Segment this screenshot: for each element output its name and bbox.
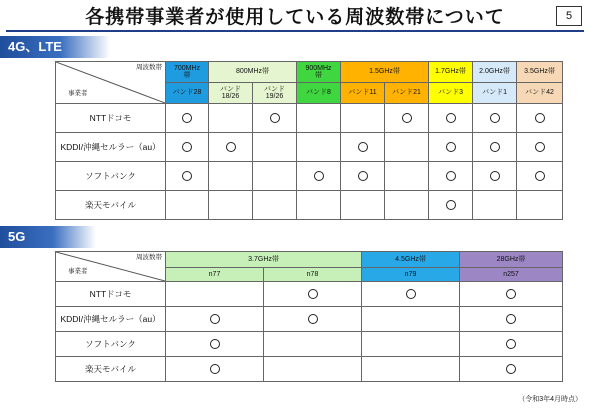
- supported-circle-icon: [182, 113, 192, 123]
- table-row: [56, 357, 563, 382]
- band-cell: [264, 282, 362, 307]
- supported-circle-icon: [182, 142, 192, 152]
- band-cell: [429, 133, 473, 162]
- band-cell: [429, 162, 473, 191]
- band-cell: [429, 191, 473, 220]
- band-cell: [209, 191, 253, 220]
- band-cell: [460, 282, 563, 307]
- lte-sub-band-label: バンド 18/26: [209, 83, 253, 104]
- lte-sub-band-label: バンド8: [297, 83, 341, 104]
- supported-circle-icon: [308, 314, 318, 324]
- supported-circle-icon: [210, 339, 220, 349]
- lte-sub-band-label: バンド11: [341, 83, 385, 104]
- band-cell: [166, 332, 264, 357]
- lte-sub-band-label: バンド21: [385, 83, 429, 104]
- supported-circle-icon: [490, 113, 500, 123]
- band-cell: [253, 133, 297, 162]
- supported-circle-icon: [314, 171, 324, 181]
- nr-sub-band-label: n77: [166, 268, 264, 282]
- supported-circle-icon: [446, 113, 456, 123]
- table-row: [56, 307, 563, 332]
- table-row: [56, 133, 563, 162]
- title-underline: [6, 30, 584, 32]
- header-corner-4g: [56, 62, 166, 104]
- section-header-4g: 4G、LTE: [0, 36, 110, 58]
- nr-band-header: 28GHz帯: [460, 252, 563, 268]
- band-cell: [166, 282, 264, 307]
- band-cell: [297, 191, 341, 220]
- band-cell: [362, 332, 460, 357]
- band-cell: [460, 332, 563, 357]
- band-cell: [362, 282, 460, 307]
- band-cell: [473, 104, 517, 133]
- nr-band-header: 4.5GHz帯: [362, 252, 460, 268]
- lte-sub-band-label: バンド1: [473, 83, 517, 104]
- lte-band-header: 900MHz 帯: [297, 62, 341, 83]
- lte-band-header: 2.0GHz帯: [473, 62, 517, 83]
- supported-circle-icon: [506, 339, 516, 349]
- table-row: [56, 282, 563, 307]
- supported-circle-icon: [535, 142, 545, 152]
- band-cell: [385, 104, 429, 133]
- table-row: [56, 104, 563, 133]
- section-header-5g: 5G: [0, 226, 96, 248]
- band-cell: [460, 307, 563, 332]
- table-row: [56, 191, 563, 220]
- band-cell: [166, 191, 209, 220]
- band-cell: [297, 162, 341, 191]
- supported-circle-icon: [270, 113, 280, 123]
- supported-circle-icon: [490, 171, 500, 181]
- lte-sub-band-label: バンド42: [517, 83, 563, 104]
- lte-band-header: 1.5GHz帯: [341, 62, 429, 83]
- header-frequency-label: 周波数帯: [136, 64, 162, 71]
- nr-band-header: 3.7GHz帯: [166, 252, 362, 268]
- supported-circle-icon: [446, 142, 456, 152]
- lte-sub-band-label: バンド28: [166, 83, 209, 104]
- lte-band-header: 1.7GHz帯: [429, 62, 473, 83]
- band-cell: [517, 104, 563, 133]
- band-cell: [385, 133, 429, 162]
- supported-circle-icon: [210, 364, 220, 374]
- band-cell: [385, 191, 429, 220]
- table-5g: [55, 251, 563, 382]
- band-cell: [341, 162, 385, 191]
- supported-circle-icon: [490, 142, 500, 152]
- band-cell: [209, 133, 253, 162]
- supported-circle-icon: [308, 289, 318, 299]
- nr-sub-band-label: n78: [264, 268, 362, 282]
- header-frequency-label: 周波数帯: [136, 254, 162, 261]
- carrier-name: KDDI/沖縄セルラー（au）: [56, 307, 166, 332]
- supported-circle-icon: [226, 142, 236, 152]
- carrier-name: KDDI/沖縄セルラー（au）: [56, 133, 166, 162]
- supported-circle-icon: [506, 289, 516, 299]
- carrier-name: 楽天モバイル: [56, 191, 166, 220]
- supported-circle-icon: [446, 171, 456, 181]
- carrier-name: NTTドコモ: [56, 282, 166, 307]
- band-cell: [341, 104, 385, 133]
- band-cell: [385, 162, 429, 191]
- lte-sub-band-label: バンド 19/26: [253, 83, 297, 104]
- band-cell: [166, 357, 264, 382]
- supported-circle-icon: [535, 113, 545, 123]
- supported-circle-icon: [406, 289, 416, 299]
- supported-circle-icon: [182, 171, 192, 181]
- supported-circle-icon: [358, 171, 368, 181]
- band-cell: [297, 133, 341, 162]
- band-cell: [429, 104, 473, 133]
- supported-circle-icon: [358, 142, 368, 152]
- band-cell: [264, 307, 362, 332]
- band-cell: [297, 104, 341, 133]
- page-title: 各携帯事業者が使用している周波数帯について: [85, 6, 505, 28]
- table-row: [56, 162, 563, 191]
- supported-circle-icon: [210, 314, 220, 324]
- table-4g-lte: [55, 61, 563, 220]
- header-carrier-label: 事業者: [68, 268, 88, 276]
- band-cell: [473, 191, 517, 220]
- supported-circle-icon: [535, 171, 545, 181]
- band-cell: [166, 307, 264, 332]
- lte-sub-band-label: バンド3: [429, 83, 473, 104]
- supported-circle-icon: [402, 113, 412, 123]
- band-cell: [264, 357, 362, 382]
- band-cell: [209, 104, 253, 133]
- band-cell: [253, 104, 297, 133]
- band-cell: [166, 162, 209, 191]
- band-cell: [362, 307, 460, 332]
- carrier-name: ソフトバンク: [56, 332, 166, 357]
- band-cell: [166, 133, 209, 162]
- header-corner-5g: [56, 252, 166, 282]
- band-cell: [473, 133, 517, 162]
- band-cell: [460, 357, 563, 382]
- page-number: 5: [556, 6, 582, 26]
- band-cell: [264, 332, 362, 357]
- band-cell: [341, 133, 385, 162]
- nr-sub-band-label: n257: [460, 268, 563, 282]
- nr-sub-band-label: n79: [362, 268, 460, 282]
- band-cell: [209, 162, 253, 191]
- band-cell: [362, 357, 460, 382]
- band-cell: [341, 191, 385, 220]
- band-cell: [517, 133, 563, 162]
- carrier-name: NTTドコモ: [56, 104, 166, 133]
- supported-circle-icon: [506, 364, 516, 374]
- band-cell: [473, 162, 517, 191]
- carrier-name: ソフトバンク: [56, 162, 166, 191]
- band-cell: [166, 104, 209, 133]
- supported-circle-icon: [506, 314, 516, 324]
- header-carrier-label: 事業者: [68, 90, 88, 98]
- lte-band-header: 3.5GHz帯: [517, 62, 563, 83]
- table-row: [56, 332, 563, 357]
- band-cell: [253, 191, 297, 220]
- carrier-name: 楽天モバイル: [56, 357, 166, 382]
- band-cell: [517, 191, 563, 220]
- lte-band-header: 800MHz帯: [209, 62, 297, 83]
- supported-circle-icon: [446, 200, 456, 210]
- band-cell: [517, 162, 563, 191]
- band-cell: [253, 162, 297, 191]
- lte-band-header: 700MHz 帯: [166, 62, 209, 83]
- footnote-date: （令和3年4月時点）: [518, 396, 582, 403]
